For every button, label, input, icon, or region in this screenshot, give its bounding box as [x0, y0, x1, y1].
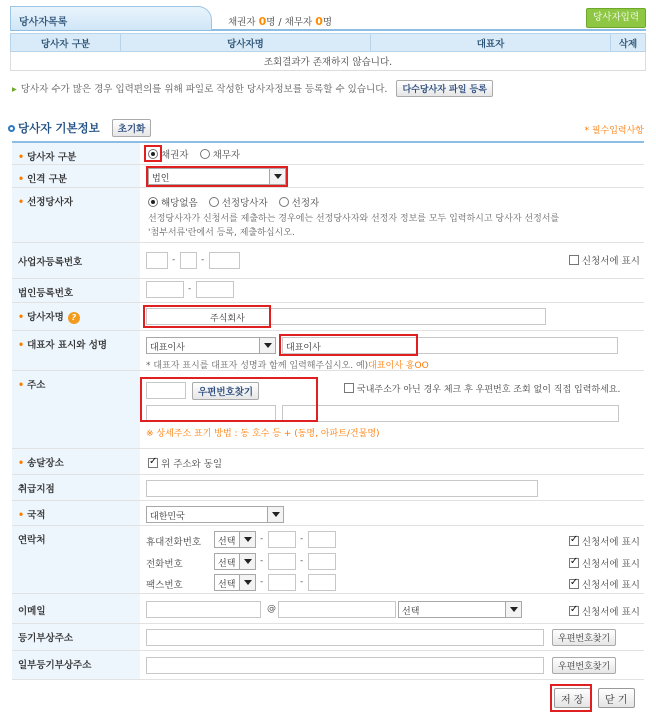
rep-title-select[interactable]: 대표이사 — [146, 337, 276, 354]
party-list-tabbar — [10, 4, 646, 31]
row-contact: 연락처 휴대전화번호 선택 - - ✓ 신청서에 표시 전화번호 선택 - - ✓ 신청서에 표시 팩스번호 선택 - - ✓ 신청서에 표시 — [12, 526, 644, 594]
row-partial-reg-address: 일부등기부상주소 우편번호찾기 — [12, 651, 644, 680]
col-delete: 삭제 — [611, 34, 646, 52]
close-button[interactable]: 닫 기 — [598, 688, 635, 708]
phone-last-input[interactable] — [308, 553, 336, 570]
row-email: 이메일 @ 선택 ✓ 신청서에 표시 — [12, 594, 644, 624]
radio-selected-party[interactable] — [209, 197, 219, 207]
chevron-down-icon — [505, 602, 521, 617]
party-name-input[interactable]: 주식회사 — [146, 308, 546, 325]
fax-mid-input[interactable] — [268, 574, 296, 591]
col-party-name: 당사자명 — [121, 34, 371, 52]
row-party-name: • 당사자명 ? 주식회사 — [12, 303, 644, 331]
phone-show-checkbox[interactable] — [569, 558, 579, 568]
row-address: • 주소 우편번호찾기 국내주소가 아닌 경우 체크 후 우편번호 조회 없이 직접 입력하세요. ※ 상세주소 표기 방법 : 동 호수 등 + (동명, 아파트/건물명) — [12, 371, 644, 449]
fax-show-checkbox[interactable] — [569, 579, 579, 589]
row-representative: • 대표자 표시와 성명 대표이사 대표이사 * 대표자 표시를 대표자 성명과 함께 입력해주십시오. 예)대표이사 홍OO — [12, 331, 644, 371]
col-party-type: 당사자 구분 — [11, 34, 121, 52]
chevron-down-icon — [267, 507, 283, 522]
mobile-prefix-select[interactable]: 선택 — [214, 531, 256, 548]
debtor-count: 0 — [315, 15, 323, 28]
reset-button[interactable]: 초기화 — [112, 119, 152, 137]
tab-party-list[interactable] — [10, 6, 212, 30]
chevron-down-icon — [239, 575, 255, 590]
biz-no-field-2[interactable] — [180, 252, 197, 269]
bullet-icon — [8, 125, 15, 132]
row-corp-no: 법인등록번호 - — [12, 279, 644, 303]
row-selected-party: • 선정당사자 해당없음 선정당사자 선정자 선정당사자가 신청서를 제출하는 경우에는 선정당사자와 선정자 정보를 모두 입력하시고 당사자 선정서를 '첨부서류'란에서 등록, 제출하십시오. — [12, 188, 644, 243]
same-address-checkbox[interactable] — [148, 458, 158, 468]
partial-reg-address-input[interactable] — [146, 657, 544, 674]
tab-label: 당사자목록 — [19, 17, 68, 28]
section-title: 당사자 기본정보 초기화 — [8, 119, 151, 137]
party-list-table — [10, 33, 646, 71]
email-domain-input[interactable] — [278, 601, 396, 618]
row-nationality: • 국적 대한민국 — [12, 501, 644, 526]
biz-no-show-checkbox[interactable] — [569, 255, 579, 265]
corp-no-field-1[interactable] — [146, 281, 184, 298]
row-branch: 취급지점 — [12, 475, 644, 501]
email-domain-select[interactable]: 선택 — [398, 601, 522, 618]
branch-input[interactable] — [146, 480, 538, 497]
foreign-address-checkbox[interactable] — [344, 383, 354, 393]
radio-debtor[interactable] — [200, 149, 210, 159]
chevron-down-icon — [259, 338, 275, 353]
creditor-count: 0 — [258, 15, 267, 28]
required-note: * 필수입력사항 — [584, 126, 644, 136]
radio-selector[interactable] — [279, 197, 289, 207]
chevron-down-icon — [239, 532, 255, 547]
mobile-mid-input[interactable] — [268, 531, 296, 548]
fax-last-input[interactable] — [308, 574, 336, 591]
empty-message: 조회결과가 존재하지 않습니다. — [11, 52, 646, 71]
help-icon[interactable]: ? — [68, 312, 80, 324]
fax-prefix-select[interactable]: 선택 — [214, 574, 256, 591]
chevron-down-icon — [239, 554, 255, 569]
corp-no-field-2[interactable] — [196, 281, 234, 298]
person-type-select[interactable]: 법인 — [148, 168, 286, 185]
col-representative: 대표자 — [371, 34, 611, 52]
row-party-type: • 당사자 구분 채권자 채무자 — [12, 143, 644, 165]
reg-address-zip-button[interactable]: 우편번호찾기 — [552, 629, 616, 646]
arrow-icon: ▸ — [12, 84, 17, 95]
phone-prefix-select[interactable]: 선택 — [214, 553, 256, 570]
biz-no-field-3[interactable] — [209, 252, 240, 269]
partial-reg-address-zip-button[interactable]: 우편번호찾기 — [552, 657, 616, 674]
email-show-checkbox[interactable] — [569, 606, 579, 616]
rep-name-input[interactable]: 대표이사 — [282, 337, 618, 354]
row-person-type: • 인격 구분 법인 — [12, 165, 644, 188]
radio-none[interactable] — [148, 197, 158, 207]
nationality-select[interactable]: 대한민국 — [146, 506, 284, 523]
email-id-input[interactable] — [146, 601, 261, 618]
party-counts: 채권자 0명 / 채무자 0명 — [228, 15, 333, 28]
address-detail-input[interactable] — [282, 405, 619, 422]
bulk-upload-notice: ▸ 당사자 수가 많은 경우 입력편의를 위해 파일로 작성한 당사자정보를 등록할 수 있습니다. 다수당사자 파일 등록 — [12, 80, 493, 97]
biz-no-field-1[interactable] — [146, 252, 168, 269]
add-party-button[interactable]: 당사자입력 — [586, 8, 646, 28]
mobile-last-input[interactable] — [308, 531, 336, 548]
row-biz-no: 사업자등록번호 - - 신청서에 표시 — [12, 243, 644, 279]
address-zip-search-button[interactable]: 우편번호찾기 — [192, 382, 259, 400]
reg-address-input[interactable] — [146, 629, 544, 646]
row-delivery: • 송달장소 ✓ 위 주소와 동일 — [12, 449, 644, 475]
mobile-show-checkbox[interactable] — [569, 536, 579, 546]
bulk-upload-button[interactable]: 다수당사자 파일 등록 — [396, 80, 493, 97]
save-button[interactable]: 저 장 — [554, 688, 591, 708]
row-reg-address: 등기부상주소 우편번호찾기 — [12, 624, 644, 651]
phone-mid-input[interactable] — [268, 553, 296, 570]
